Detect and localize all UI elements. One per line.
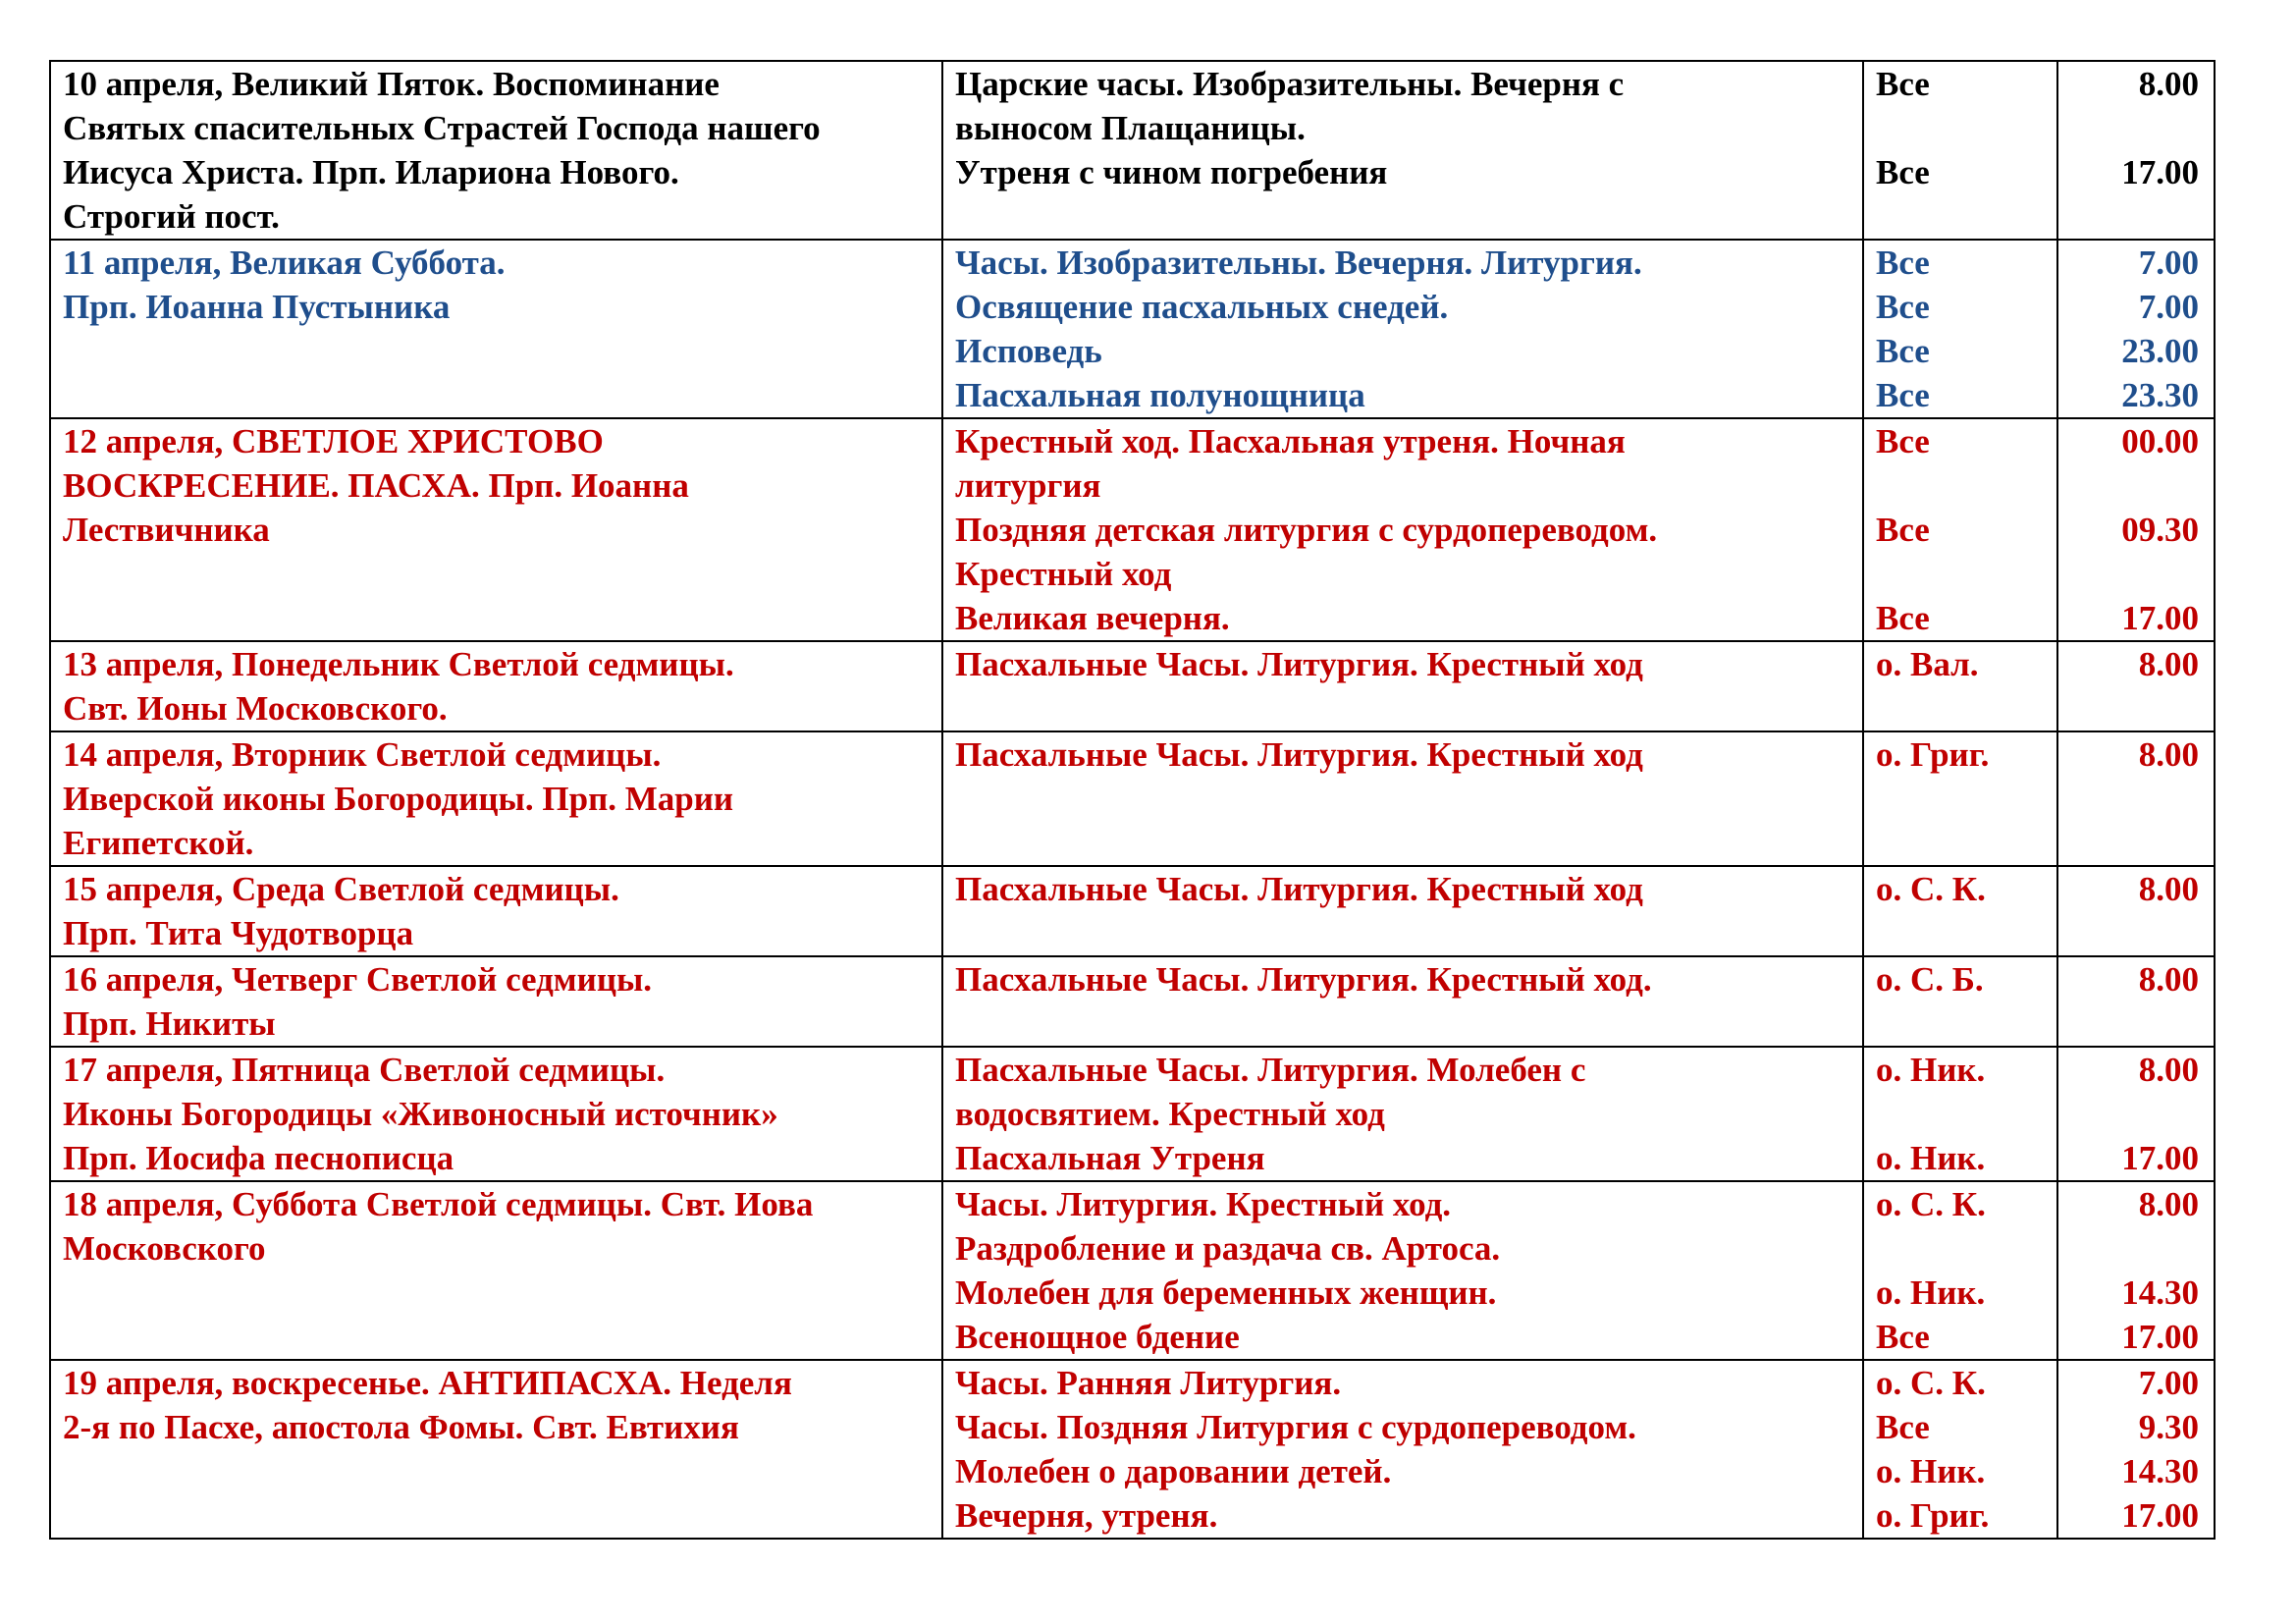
day-line (63, 373, 930, 417)
priest-line (1876, 194, 2045, 239)
service-line: Часы. Ранняя Литургия. (955, 1364, 1342, 1402)
time-line (2070, 911, 2202, 955)
time-cell (2057, 731, 2215, 866)
priest-line: Все (1876, 332, 1930, 370)
schedule-row (50, 1047, 2215, 1181)
priest-cell (1863, 956, 2057, 1047)
priest-line: о. Ник. (1876, 1051, 1986, 1089)
time-line (2070, 552, 2202, 596)
day-line: ВОСКРЕСЕНИЕ. ПАСХА. Прп. Иоанна (63, 466, 689, 505)
time-line: 8.00 (2138, 1185, 2199, 1223)
priest-line: Все (1876, 422, 1930, 460)
priest-line: Все (1876, 376, 1930, 414)
services-cell (942, 240, 1863, 418)
priest-line: Все (1876, 288, 1930, 326)
priest-line (1876, 552, 2045, 596)
service-line: Раздробление и раздача св. Артоса. (955, 1229, 1501, 1268)
day-line: 13 апреля, Понедельник Светлой седмицы. (63, 645, 734, 683)
day-cell (50, 1047, 942, 1181)
day-line: 11 апреля, Великая Суббота. (63, 244, 506, 282)
time-line: 17.00 (2121, 1496, 2199, 1535)
services-cell (942, 1360, 1863, 1539)
priest-line: Все (1876, 244, 1930, 282)
time-line: 14.30 (2121, 1452, 2199, 1490)
time-cell (2057, 1360, 2215, 1539)
time-line: 17.00 (2121, 599, 2199, 637)
service-line (955, 686, 1850, 731)
day-line: 18 апреля, Суббота Светлой седмицы. Свт. Иова (63, 1185, 814, 1223)
schedule-row (50, 418, 2215, 641)
day-line: Прп. Иосифа песнописца (63, 1139, 454, 1177)
day-line: Иконы Богородицы «Живоносный источник» (63, 1095, 778, 1133)
time-line (2070, 777, 2202, 821)
service-line: Молебен для беременных женщин. (955, 1273, 1497, 1312)
services-cell (942, 866, 1863, 956)
day-line: Иисуса Христа. Прп. Илариона Нового. (63, 153, 679, 191)
service-line: литургия (955, 466, 1101, 505)
time-line: 17.00 (2121, 153, 2199, 191)
day-cell (50, 866, 942, 956)
day-line (63, 596, 930, 640)
day-line: 16 апреля, Четверг Светлой седмицы. (63, 960, 653, 999)
day-line: Прп. Никиты (63, 1004, 276, 1043)
service-line: Пасхальные Часы. Литургия. Крестный ход. (955, 960, 1652, 999)
priest-line: о. С. К. (1876, 1364, 1986, 1402)
priest-line (1876, 1001, 2045, 1046)
services-cell (942, 1181, 1863, 1360)
priest-line (1876, 463, 2045, 508)
time-line (2070, 1001, 2202, 1046)
time-line: 8.00 (2138, 645, 2199, 683)
day-line: Прп. Тита Чудотворца (63, 914, 414, 952)
service-line: Крестный ход (955, 555, 1172, 593)
priest-line: о. Вал. (1876, 645, 1979, 683)
service-line (955, 1001, 1850, 1046)
service-line: Всенощное бдение (955, 1318, 1240, 1356)
time-line: 23.30 (2121, 376, 2199, 414)
service-line (955, 821, 1850, 865)
priest-cell (1863, 418, 2057, 641)
time-line (2070, 1092, 2202, 1136)
service-line: водосвятием. Крестный ход (955, 1095, 1385, 1133)
day-line (63, 552, 930, 596)
services-cell (942, 956, 1863, 1047)
schedule-row (50, 866, 2215, 956)
day-line: Прп. Иоанна Пустыника (63, 288, 451, 326)
priest-cell (1863, 61, 2057, 240)
day-cell (50, 641, 942, 731)
day-line: 15 апреля, Среда Светлой седмицы. (63, 870, 619, 908)
day-line: 14 апреля, Вторник Светлой седмицы. (63, 735, 662, 774)
priest-line: о. Григ. (1876, 735, 1990, 774)
service-line (955, 777, 1850, 821)
priest-line (1876, 821, 2045, 865)
services-cell (942, 641, 1863, 731)
service-line: Поздняя детская литургия с сурдопереводом. (955, 511, 1658, 549)
time-line: 00.00 (2121, 422, 2199, 460)
service-line: Пасхальная Утреня (955, 1139, 1265, 1177)
day-cell (50, 1360, 942, 1539)
priest-cell (1863, 1047, 2057, 1181)
time-line (2070, 463, 2202, 508)
time-line: 17.00 (2121, 1318, 2199, 1356)
day-line: Иверской иконы Богородицы. Прп. Марии (63, 780, 734, 818)
priest-cell (1863, 866, 2057, 956)
service-line: Часы. Литургия. Крестный ход. (955, 1185, 1452, 1223)
time-cell (2057, 956, 2215, 1047)
time-cell (2057, 1181, 2215, 1360)
time-line (2070, 194, 2202, 239)
time-line (2070, 1226, 2202, 1271)
priest-line (1876, 1226, 2045, 1271)
day-line: Египетской. (63, 824, 254, 862)
schedule-row (50, 956, 2215, 1047)
day-line: Московского (63, 1229, 266, 1268)
priest-cell (1863, 1181, 2057, 1360)
priest-line: Все (1876, 511, 1930, 549)
time-line: 8.00 (2138, 870, 2199, 908)
priest-line (1876, 911, 2045, 955)
service-line: Царские часы. Изобразительны. Вечерня с (955, 65, 1625, 103)
time-cell (2057, 1047, 2215, 1181)
day-cell (50, 956, 942, 1047)
time-line (2070, 686, 2202, 731)
day-line (63, 1493, 930, 1538)
priest-line: Все (1876, 599, 1930, 637)
service-line: Пасхальная полунощница (955, 376, 1365, 414)
time-line: 8.00 (2138, 735, 2199, 774)
priest-line: Все (1876, 1318, 1930, 1356)
day-line (63, 329, 930, 373)
service-line (955, 194, 1850, 239)
priest-line (1876, 686, 2045, 731)
time-cell (2057, 418, 2215, 641)
priest-cell (1863, 731, 2057, 866)
day-line: Строгий пост. (63, 197, 280, 236)
services-cell (942, 61, 1863, 240)
day-cell (50, 418, 942, 641)
service-line: Молебен о даровании детей. (955, 1452, 1392, 1490)
priest-line: о. С. К. (1876, 1185, 1986, 1223)
time-line: 7.00 (2138, 288, 2199, 326)
priest-cell (1863, 240, 2057, 418)
time-line: 7.00 (2138, 1364, 2199, 1402)
schedule-row (50, 240, 2215, 418)
schedule-row (50, 61, 2215, 240)
time-line (2070, 106, 2202, 150)
time-cell (2057, 240, 2215, 418)
time-cell (2057, 641, 2215, 731)
day-cell (50, 240, 942, 418)
priest-line (1876, 1092, 2045, 1136)
priest-line: о. Ник. (1876, 1139, 1986, 1177)
schedule-row (50, 731, 2215, 866)
service-line: Утреня с чином погребения (955, 153, 1388, 191)
day-line: Святых спасительных Страстей Господа нашего (63, 109, 821, 147)
time-line: 8.00 (2138, 65, 2199, 103)
time-line: 8.00 (2138, 960, 2199, 999)
schedule-row (50, 641, 2215, 731)
service-line: Пасхальные Часы. Литургия. Крестный ход (955, 870, 1643, 908)
services-cell (942, 418, 1863, 641)
time-cell (2057, 61, 2215, 240)
priest-line: о. Ник. (1876, 1452, 1986, 1490)
service-line (955, 911, 1850, 955)
service-line: Часы. Поздняя Литургия с сурдопереводом. (955, 1408, 1636, 1446)
service-line: Освящение пасхальных снедей. (955, 288, 1449, 326)
service-line: Вечерня, утреня. (955, 1496, 1218, 1535)
time-cell (2057, 866, 2215, 956)
service-line: Исповедь (955, 332, 1102, 370)
time-line: 23.00 (2121, 332, 2199, 370)
priest-cell (1863, 1360, 2057, 1539)
day-line: 12 апреля, СВЕТЛОЕ ХРИСТОВО (63, 422, 604, 460)
time-line: 9.30 (2138, 1408, 2199, 1446)
schedule-body (50, 61, 2215, 1539)
schedule-row (50, 1360, 2215, 1539)
time-line: 09.30 (2121, 511, 2199, 549)
day-line: Лествичника (63, 511, 270, 549)
time-line: 17.00 (2121, 1139, 2199, 1177)
service-line: Пасхальные Часы. Литургия. Молебен с (955, 1051, 1586, 1089)
priest-line (1876, 106, 2045, 150)
service-line: Часы. Изобразительны. Вечерня. Литургия. (955, 244, 1642, 282)
service-line: Пасхальные Часы. Литургия. Крестный ход (955, 645, 1643, 683)
service-line: Пасхальные Часы. Литургия. Крестный ход (955, 735, 1643, 774)
day-line (63, 1315, 930, 1359)
time-line: 7.00 (2138, 244, 2199, 282)
priest-line: о. Григ. (1876, 1496, 1990, 1535)
priest-line: Все (1876, 153, 1930, 191)
priest-line (1876, 777, 2045, 821)
day-line (63, 1449, 930, 1493)
service-line: Крестный ход. Пасхальная утреня. Ночная (955, 422, 1626, 460)
priest-line: Все (1876, 65, 1930, 103)
priest-line: о. С. Б. (1876, 960, 1984, 999)
services-cell (942, 731, 1863, 866)
day-line: 19 апреля, воскресенье. АНТИПАСХА. Неделя (63, 1364, 792, 1402)
day-cell (50, 731, 942, 866)
time-line: 14.30 (2121, 1273, 2199, 1312)
priest-line: о. С. К. (1876, 870, 1986, 908)
day-line: 17 апреля, Пятница Светлой седмицы. (63, 1051, 666, 1089)
priest-cell (1863, 641, 2057, 731)
day-line: 10 апреля, Великий Пяток. Воспоминание (63, 65, 720, 103)
time-line (2070, 821, 2202, 865)
schedule-table (49, 60, 2216, 1540)
schedule-row (50, 1181, 2215, 1360)
services-cell (942, 1047, 1863, 1181)
priest-line: о. Ник. (1876, 1273, 1986, 1312)
service-line: Великая вечерня. (955, 599, 1230, 637)
service-line: выносом Плащаницы. (955, 109, 1306, 147)
day-line: Свт. Ионы Московского. (63, 689, 448, 728)
day-cell (50, 1181, 942, 1360)
day-cell (50, 61, 942, 240)
time-line: 8.00 (2138, 1051, 2199, 1089)
priest-line: Все (1876, 1408, 1930, 1446)
day-line (63, 1271, 930, 1315)
day-line: 2-я по Пасхе, апостола Фомы. Свт. Евтихия (63, 1408, 739, 1446)
